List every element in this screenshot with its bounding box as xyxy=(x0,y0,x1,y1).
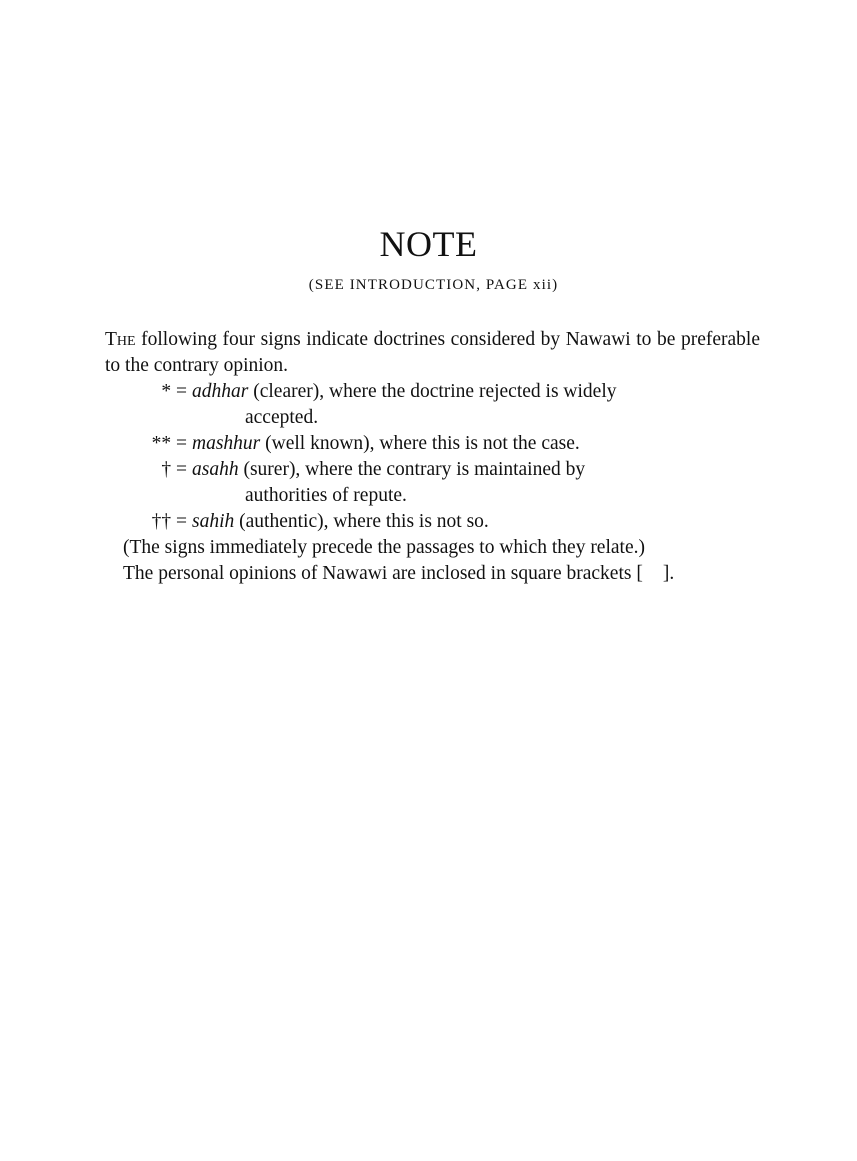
sign-continuation: accepted. xyxy=(245,407,319,428)
sign-symbol: * = xyxy=(161,381,187,402)
sign-gloss: (well known), where this is not the case. xyxy=(260,433,580,454)
sign-gloss: (surer), where the contrary is maintained by xyxy=(238,459,586,480)
sign-continuation: authorities of repute. xyxy=(245,485,407,506)
sign-gloss: (authentic), where this is not so. xyxy=(234,511,489,532)
sign-definition xyxy=(192,431,760,457)
page-subtitle: (SEE INTRODUCTION, PAGE xii) xyxy=(308,277,559,293)
sign-definition xyxy=(192,457,760,483)
sign-entry-mashhur xyxy=(105,431,760,457)
intro-paragraph xyxy=(105,327,760,379)
sign-entry-adhhar xyxy=(105,379,760,405)
note-body xyxy=(105,327,760,587)
sign-symbol: ** = xyxy=(151,433,187,454)
page-title: NOTE xyxy=(379,224,478,264)
sign-term: mashhur xyxy=(192,433,261,454)
intro-lead-word: The xyxy=(105,329,136,350)
personal-opinions-note xyxy=(105,561,760,587)
sign-symbol: † = xyxy=(161,459,187,480)
sign-entry-sahih xyxy=(105,509,760,535)
sign-definition xyxy=(192,509,760,535)
sign-term: sahih xyxy=(192,511,235,532)
sign-term: adhhar xyxy=(192,381,249,402)
sign-definition xyxy=(192,379,760,405)
precede-note: (The signs immediately precede the passages to which they relate.) xyxy=(123,537,645,558)
sign-symbol: †† = xyxy=(151,511,187,532)
sign-gloss: (clearer), where the doctrine rejected is widely xyxy=(248,381,617,402)
closing-bracket: ]. xyxy=(662,563,675,584)
sign-entry-asahh xyxy=(105,457,760,483)
personal-opinions-text: The personal opinions of Nawawi are inclosed in square brackets [ xyxy=(123,563,643,584)
intro-text: following four signs indicate doctrines considered by Nawawi to be preferable to the contrary opinion. xyxy=(105,329,760,376)
sign-term: asahh xyxy=(192,459,239,480)
